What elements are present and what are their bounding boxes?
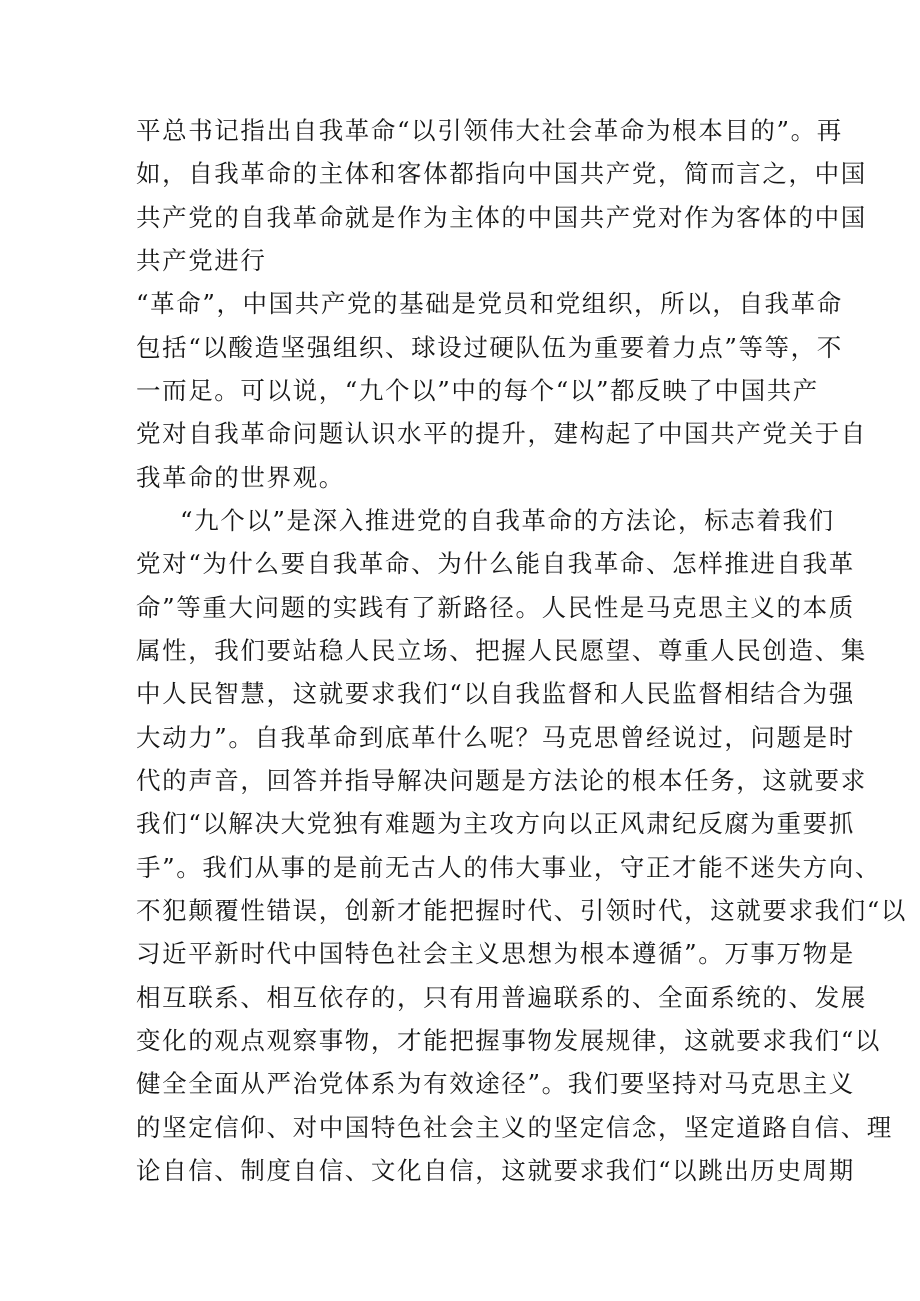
text-line: 包括“以酸造坚强组织、球设过硬队伍为重要着力点”等等，不 [136,333,843,362]
text-line: 属性，我们要站稳人民立场、把握人民愿望、尊重人民创造、集 [136,636,867,665]
text-line: 党对“为什么要自我革命、为什么能自我革命、怎样推进自我革 [136,549,855,578]
text-line: 我革命的世界观。 [136,463,345,492]
paragraph-first-line: “九个以”是深入推进党的自我革命的方法论，标志着我们 [180,506,835,535]
text-line: 共产党进行 [136,246,267,275]
text-line: 的坚定信仰、对中国特色社会主义的坚定信念，坚定道路自信、理 [136,1113,893,1142]
text-line: 党对自我革命问题认识水平的提升，建构起了中国共产党关于自 [136,419,867,448]
text-line: 代的声音，回答并指导解决问题是方法论的根本任务，这就要求 [136,766,867,795]
text-line: 一而足。可以说，“九个以”中的每个“以”都反映了中国共产 [136,376,819,405]
text-line: 论自信、制度自信、文化自信，这就要求我们“以跳出历史周期 [136,1156,855,1185]
text-line: 如，自我革命的主体和客体都指向中国共产党，简而言之，中国 [136,159,867,188]
text-line: “革命”，中国共产党的基础是党员和党组织，所以，自我革命 [136,289,843,318]
text-line: 命”等重大问题的实践有了新路径。人民性是马克思主义的本质 [136,593,855,622]
text-line: 不犯颠覆性错误，创新才能把握时代、引领时代，这就要求我们“以 [136,896,908,925]
text-line: 平总书记指出自我革命“以引领伟大社会革命为根本目的”。再 [136,116,843,145]
text-line: 变化的观点观察事物，才能把握事物发展规律，这就要求我们“以 [136,1026,881,1055]
text-line: 健全全面从严治党体系为有效途径”。我们要坚持对马克思主义 [136,1069,855,1098]
text-line: 大动力”。自我革命到底革什么呢？马克思曾经说过，问题是时 [136,723,855,752]
text-line: 手”。我们从事的是前无古人的伟大事业，守正才能不迷失方向、 [136,853,881,882]
text-line: 我们“以解决大党独有难题为主攻方向以正风肃纪反腐为重要抓 [136,809,855,838]
text-line: 习近平新时代中国特色社会主义思想为根本遵循”。万事万物是 [136,939,855,968]
text-line: 相互联系、相互依存的，只有用普遍联系的、全面系统的、发展 [136,983,867,1012]
text-line: 中人民智慧，这就要求我们“以自我监督和人民监督相结合为强 [136,679,855,708]
text-line: 共产党的自我革命就是作为主体的中国共产党对作为客体的中国 [136,203,867,232]
